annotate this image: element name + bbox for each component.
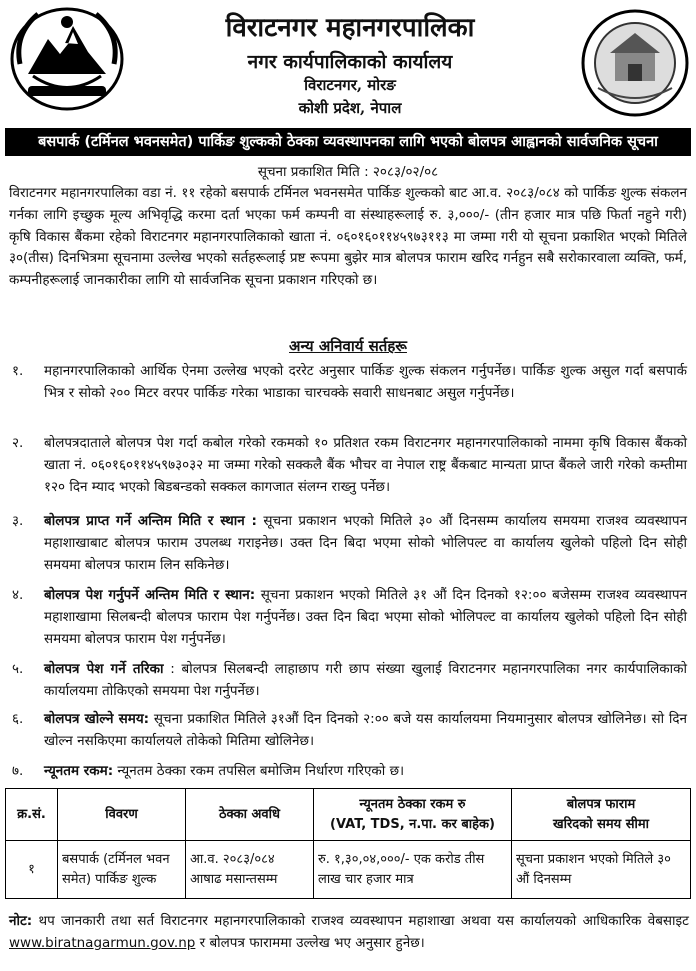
condition-heading: न्यूनतम रकम: xyxy=(44,763,114,779)
cell-description: बसपार्क (टर्मिनल भवन समेत) पार्किङ शुल्क xyxy=(58,841,186,899)
cell-deadline: सूचना प्रकाशन भएको मितिले ३० औं दिनसम्म xyxy=(512,841,691,899)
province-name: कोशी प्रदेश, नेपाल xyxy=(298,99,402,117)
col-header-deadline: बोलपत्र फाराम खरिदको समय सीमा xyxy=(512,789,691,841)
condition-heading: बोलपत्र पेश गर्नुपर्ने अन्तिम मिति र स्थान: xyxy=(44,587,256,603)
conditions-title: अन्य अनिवार्य सर्तहरू xyxy=(289,337,407,355)
col-header-period: ठेक्का अवधि xyxy=(186,789,314,841)
nepal-emblem-icon xyxy=(8,4,126,114)
col-header-serial: क्र.सं. xyxy=(6,789,58,841)
note-text: थप जानकारी तथा सर्त विराटनगर महानगरपालिकाको राजश्व व्यवस्थापन महाशाखा अथवा यस कार्यालयको आधिकारिक वेबसाइट xyxy=(32,913,689,929)
condition-number: ७. xyxy=(12,763,24,779)
contract-table xyxy=(5,788,691,899)
table-header-row xyxy=(6,789,691,841)
col-header-min-amount: न्यूनतम ठेक्का रकम रु (VAT, TDS, न.पा. कर बाहेक) xyxy=(314,789,512,841)
city-name: विराटनगर, मोरङ xyxy=(304,76,396,94)
note-tail: र बोलपत्र फाराममा उल्लेख भए अनुसार हुनेछ। xyxy=(195,935,425,951)
footer-note xyxy=(9,910,689,954)
note-label: नोट: xyxy=(9,913,33,929)
condition-number: १. xyxy=(12,363,24,379)
condition-text: न्यूनतम ठेक्का रकम तपसिल बमोजिम निर्धारण गरिएको छ। xyxy=(113,763,405,779)
condition-heading: बोलपत्र प्राप्त गर्ने अन्तिम मिति र स्थान : xyxy=(44,513,257,529)
website-link[interactable]: www.biratnagarmun.gov.np xyxy=(9,935,196,951)
condition-text: सूचना प्रकाशित मितिले ३१औं दिन दिनको २:०० बजे यस कार्यालयमा नियमानुसार बोलपत्र खोलिनेछ। सो दिन खोल्न नसकिएमा कार्यालयले तोकेको मितिमा खोलिनेछ। xyxy=(44,711,688,749)
condition-text: महानगरपालिकाको आर्थिक ऐनमा उल्लेख भएको दररेट अनुसार पार्किङ शुल्क संकलन गर्नुपर्नेछ। पार्किङ शुल्क असुल गर्दा बसपार्क भित्र र सोको २०० मिटर वरपर पार्किङ गरेका भाडाका चारचक्के सवारी साधनबाट असुल गर्नुपर्नेछ। xyxy=(44,363,687,401)
condition-text: सूचना प्रकाशन भएको मितिले ३० औं दिनसम्म कार्यालय समयमा राजश्व व्यवस्थापन महाशाखाबाट बोलपत्र फाराम उपलब्ध गराइनेछ। उक्त दिन बिदा भएमा सोको भोलिपल्ट वा कार्यालय खुलेको पहिलो दिन सोही समयमा बोलपत्र फाराम लिन सकिनेछ। xyxy=(44,513,687,573)
condition-heading: बोलपत्र खोल्ने समय: xyxy=(44,711,150,727)
office-name: नगर कार्यपालिकाको कार्यालय xyxy=(247,51,453,73)
condition-text: बोलपत्रदाताले बोलपत्र पेश गर्दा कबोल गरेको रकमको १० प्रतिशत रकम विराटनगर महानगरपालिकाको नाममा कृषि विकास बैंकको खाता नं. ०६०१६०११४५९७३०३२ मा जम्मा गरेको सक्कलै बैंक भौचर वा नेपाल राष्ट्र बैंकबाट मान्यता प्राप्त बैंकले जारी गरेको कम्तीमा १२० दिन म्याद भएको बिडबन्डको सक्कल कागजात संलग्न राख्नु पर्नेछ। xyxy=(44,435,687,495)
col-header-description: विवरण xyxy=(58,789,186,841)
condition-number: ६. xyxy=(12,711,24,727)
metropolitan-seal-icon xyxy=(580,8,690,118)
table-row xyxy=(6,841,691,899)
condition-number: ३. xyxy=(12,513,24,529)
intro-paragraph: विराटनगर महानगरपालिका वडा नं. ११ रहेको बसपार्क टर्मिनल भवनसमेत पार्किङ शुल्कको बाट आ.व. २०८३/०८४ को पार्किङ शुल्क संकलन गर्नका लागि इच्छुक मूल्य अभिवृद्धि करमा दर्ता भएका फर्म कम्पनी वा संस्थाहरूलाई रु. ३,०००/- (तीन हजार मात्र पछि फिर्ता नहुने गरी) कृषि विकास बैंकमा रहेको विराटनगर महानगरपालिकाको खाता नं. ०६०१६०११४५९७३११३ मा जम्मा गरी यो सूचना प्रकाशित भएको मितिले ३०(तीस) दिनभित्रमा सूचनामा उल्लेख भएको सर्तहरूलाई प्रष्ट रूपमा बुझेर मात्र बोलपत्र फाराम खरिद गर्नहुन सबै सरोकारवाला व्यक्ति, फर्म, कम्पनीहरूलाई जानकारीका लागि यो सार्वजनिक सूचना प्रकाशन गरिएको छ। xyxy=(9,185,687,289)
cell-serial: १ xyxy=(6,841,58,899)
condition-number: ४. xyxy=(12,587,24,603)
condition-text: सूचना प्रकाशन भएको मितिले ३१ औं दिन दिनको १२:०० बजेसम्म राजश्व व्यवस्थापन महाशाखामा सिलबन्दी बोलपत्र फाराम पेश गर्नुपर्नेछ। उक्त दिन बिदा भएमा सोको भोलिपल्ट वा कार्यालय खुलेको पहिलो दिन सोही समयमा बोलपत्र फाराम पेश गर्नुपर्नेछ। xyxy=(44,587,687,647)
notice-banner: बसपार्क (टर्मिनल भवनसमेत) पार्किङ शुल्कको ठेक्का व्यवस्थापनका लागि भएको बोलपत्र आह्वानको सार्वजनिक सूचना xyxy=(5,128,691,156)
condition-number: २. xyxy=(12,435,24,451)
condition-number: ५. xyxy=(12,661,24,677)
condition-heading: बोलपत्र पेश गर्ने तरिका xyxy=(44,661,164,677)
cell-period: आ.व. २०८३/०८४ आषाढ मसान्तसम्म xyxy=(186,841,314,899)
cell-min-amount: रु. १,३०,०४,०००/- एक करोड तीस लाख चार हजार मात्र xyxy=(314,841,512,899)
org-name: विराटनगर महानगरपालिका xyxy=(225,13,475,43)
condition-text: : बोलपत्र सिलबन्दी लाहाछाप गरी छाप संख्या खुलाई विराटनगर महानगरपालिका नगर कार्यपालिकाको कार्यालयमा तोकिएको समयमा पेश गर्नुपर्नेछ। xyxy=(44,661,687,699)
published-date: सूचना प्रकाशित मिति : २०८३/०२/०८ xyxy=(257,164,439,180)
notice-header xyxy=(0,0,696,126)
